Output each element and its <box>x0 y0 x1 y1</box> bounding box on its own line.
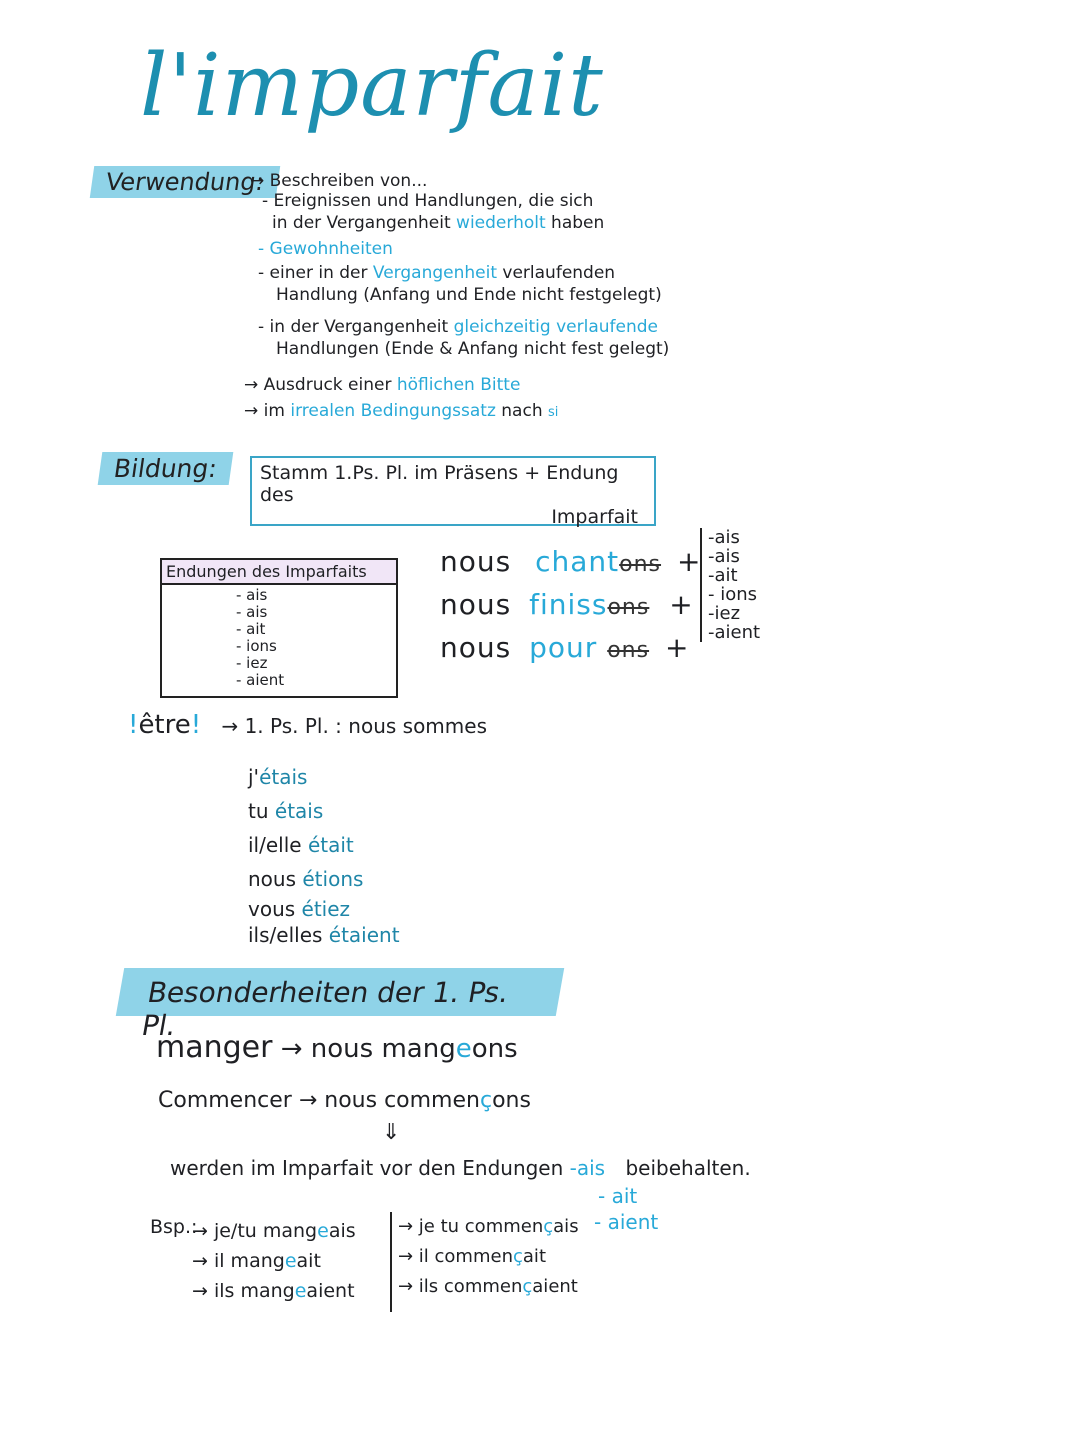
bildung-box <box>250 456 656 526</box>
arrow2-si: si <box>548 405 559 420</box>
item-3-line1 <box>258 262 662 284</box>
bsp-left <box>192 1216 356 1306</box>
etre-rule: → 1. Ps. Pl. : nous sommes <box>221 714 487 738</box>
bsp-right-row <box>398 1272 579 1302</box>
bsp-end: ait <box>522 1246 546 1267</box>
arrow1-highlight: höflichen Bitte <box>396 375 521 395</box>
etre-form <box>248 922 400 948</box>
endings-row: - aient <box>236 671 285 689</box>
rule-ait: - ait <box>598 1184 638 1208</box>
endings-row: - ais <box>236 603 268 621</box>
conjug-deleted: ons <box>607 638 650 663</box>
conjug-deleted: ons <box>607 595 650 620</box>
conjug-pron: nous <box>440 545 512 578</box>
rule-text: werden im Imparfait vor den Endungen <box>170 1156 564 1180</box>
conjug-stem: chant <box>535 545 620 578</box>
bildung-label-wrap <box>100 452 231 485</box>
etre-excl-right: ! <box>190 710 202 740</box>
page-title: l'imparfait <box>140 36 604 136</box>
endings-row: - iez <box>236 654 268 672</box>
etre-word: être <box>138 710 191 740</box>
etre-verb: étais <box>259 765 308 789</box>
verwendung-arrow-1 <box>244 374 520 396</box>
item-1-line2 <box>262 212 604 234</box>
arrow2-text-b: nach <box>501 401 543 421</box>
bsp-right-row <box>398 1212 579 1242</box>
bildung-box-line2: Imparfait <box>551 506 638 528</box>
ex2-verb: Commencer <box>158 1088 292 1113</box>
endings-row: - ait <box>236 620 266 638</box>
example-commencer <box>158 1088 531 1113</box>
endings-table-rows <box>162 585 396 689</box>
verwendung-item-3 <box>258 262 662 306</box>
bsp-end: ais <box>553 1216 579 1237</box>
conjug-ending: -ais <box>708 527 740 548</box>
verwendung-label: Verwendung: <box>90 166 280 198</box>
bildung-label: Bildung: <box>98 452 234 485</box>
rule-line <box>170 1156 751 1180</box>
conjug-plus: + <box>664 631 690 664</box>
etre-verb: était <box>307 833 354 857</box>
arrow1-text: → Ausdruck einer <box>244 375 392 395</box>
conjug-deleted: ons <box>619 552 662 577</box>
bsp-left-row <box>192 1216 356 1246</box>
conjug-pron: nous <box>440 588 512 621</box>
bsp-right <box>390 1212 579 1312</box>
bsp-text: → je/tu mang <box>192 1220 318 1242</box>
verwendung-arrow-2 <box>244 400 558 424</box>
item-1-line1: - Ereignissen und Handlungen, die sich <box>262 191 594 211</box>
verwendung-intro: → Beschreiben von... <box>250 171 428 191</box>
bsp-left-row <box>192 1276 356 1306</box>
conjug-ending: -iez <box>708 603 741 624</box>
bsp-text: → ils mang <box>192 1280 295 1302</box>
etre-verb: étaient <box>328 923 400 947</box>
ex2-arrow: → nous commen <box>298 1088 480 1113</box>
bsp-highlight: ç <box>543 1216 554 1237</box>
etre-pron: tu <box>248 799 269 823</box>
conjug-stem: pour <box>529 631 598 664</box>
bsp-highlight: ç <box>513 1246 523 1267</box>
etre-forms <box>248 760 400 948</box>
etre-form <box>248 896 400 922</box>
verwendung-item-2: - Gewohnheiten <box>258 239 393 259</box>
etre-pron: nous <box>248 867 297 891</box>
bsp-end: ais <box>328 1220 356 1242</box>
bsp-highlight: e <box>317 1220 329 1242</box>
bsp-left-row <box>192 1246 356 1276</box>
ex1-verb: manger <box>156 1030 273 1065</box>
verwendung-item-4 <box>258 316 669 360</box>
item-3-line2: Handlung (Anfang und Ende nicht festgelegt) <box>276 285 662 305</box>
endings-row: - ais <box>236 586 268 604</box>
rule-aient: - aient <box>594 1210 659 1234</box>
item-1-end: haben <box>551 213 605 233</box>
example-manger <box>156 1030 518 1065</box>
ex2-highlight: ç <box>479 1088 493 1113</box>
ex1-end: ons <box>471 1034 518 1064</box>
etre-pron: j' <box>248 765 260 789</box>
item-1-text: in der Vergangenheit <box>272 213 451 233</box>
item-4-line2: Handlungen (Ende & Anfang nicht fest gelegt) <box>276 339 670 359</box>
bsp-highlight: e <box>284 1250 297 1272</box>
etre-form <box>248 828 400 862</box>
verwendung-item-1 <box>262 190 604 234</box>
etre-pron: vous <box>248 897 296 921</box>
etre-verb: étiez <box>301 897 351 921</box>
bsp-right-row <box>398 1242 579 1272</box>
bsp-end: ait <box>296 1250 321 1272</box>
conjug-row <box>440 585 701 628</box>
bildung-box-line1: Stamm 1.Ps. Pl. im Präsens + Endung des <box>260 462 619 506</box>
item-3-text-b: verlaufenden <box>502 263 616 283</box>
conjug-row <box>440 628 701 671</box>
bsp-text: → ils commen <box>398 1276 523 1297</box>
conjug-ending: -aient <box>708 622 761 643</box>
down-arrow: ⇓ <box>382 1120 401 1145</box>
bsp-end: aient <box>532 1276 578 1297</box>
rule-end: beibehalten. <box>625 1156 751 1180</box>
ex2-end: ons <box>492 1088 531 1113</box>
conjug-stem: finiss <box>529 588 608 621</box>
etre-form <box>248 794 400 828</box>
bsp-end: aient <box>306 1280 355 1302</box>
bsp-text: → je tu commen <box>398 1216 544 1237</box>
endings-table <box>160 558 398 698</box>
endings-row: - ions <box>236 637 277 655</box>
conjug-plus: + <box>676 545 702 578</box>
bsp-text: → il commen <box>398 1246 513 1267</box>
item-4-line1 <box>258 316 669 338</box>
item-4-text-a: - in der Vergangenheit <box>258 317 449 337</box>
conjug-ending: - ions <box>708 584 758 605</box>
besonderheiten-title: Besonderheiten der 1. Ps. Pl. <box>116 968 564 1016</box>
conjug-plus: + <box>669 588 694 621</box>
bsp-label: Bsp.: <box>150 1216 198 1238</box>
conjug-list <box>440 542 701 671</box>
etre-pron: il/elle <box>248 833 302 857</box>
arrow2-text-a: → im <box>244 401 285 421</box>
etre-pron: ils/elles <box>248 923 323 947</box>
arrow2-highlight: irrealen Bedingungssatz <box>290 401 496 421</box>
etre-verb: étions <box>302 867 364 891</box>
conjug-ending: -ais <box>708 546 740 567</box>
rule-ais: -ais <box>569 1156 606 1180</box>
item-1-highlight: wiederholt <box>456 213 546 233</box>
item-3-highlight: Vergangenheit <box>372 263 497 283</box>
conjug-row <box>440 542 701 585</box>
bsp-highlight: ç <box>522 1276 533 1297</box>
bsp-highlight: e <box>294 1280 307 1302</box>
conjug-ending: -ait <box>708 565 738 586</box>
ex1-highlight: e <box>455 1034 472 1064</box>
conjug-pron: nous <box>440 631 512 664</box>
etre-verb: étais <box>274 799 324 823</box>
ex1-arrow: → nous mang <box>280 1034 456 1064</box>
endings-table-header: Endungen des Imparfaits <box>162 560 396 585</box>
etre-excl-left: ! <box>128 710 139 740</box>
bsp-text: → il mang <box>192 1250 285 1272</box>
etre-heading <box>128 710 487 740</box>
etre-form <box>248 760 400 794</box>
etre-form <box>248 862 400 896</box>
item-3-text-a: - einer in der <box>258 263 368 283</box>
conjug-endings <box>700 528 760 642</box>
item-4-highlight: gleichzeitig verlaufende <box>453 317 658 337</box>
